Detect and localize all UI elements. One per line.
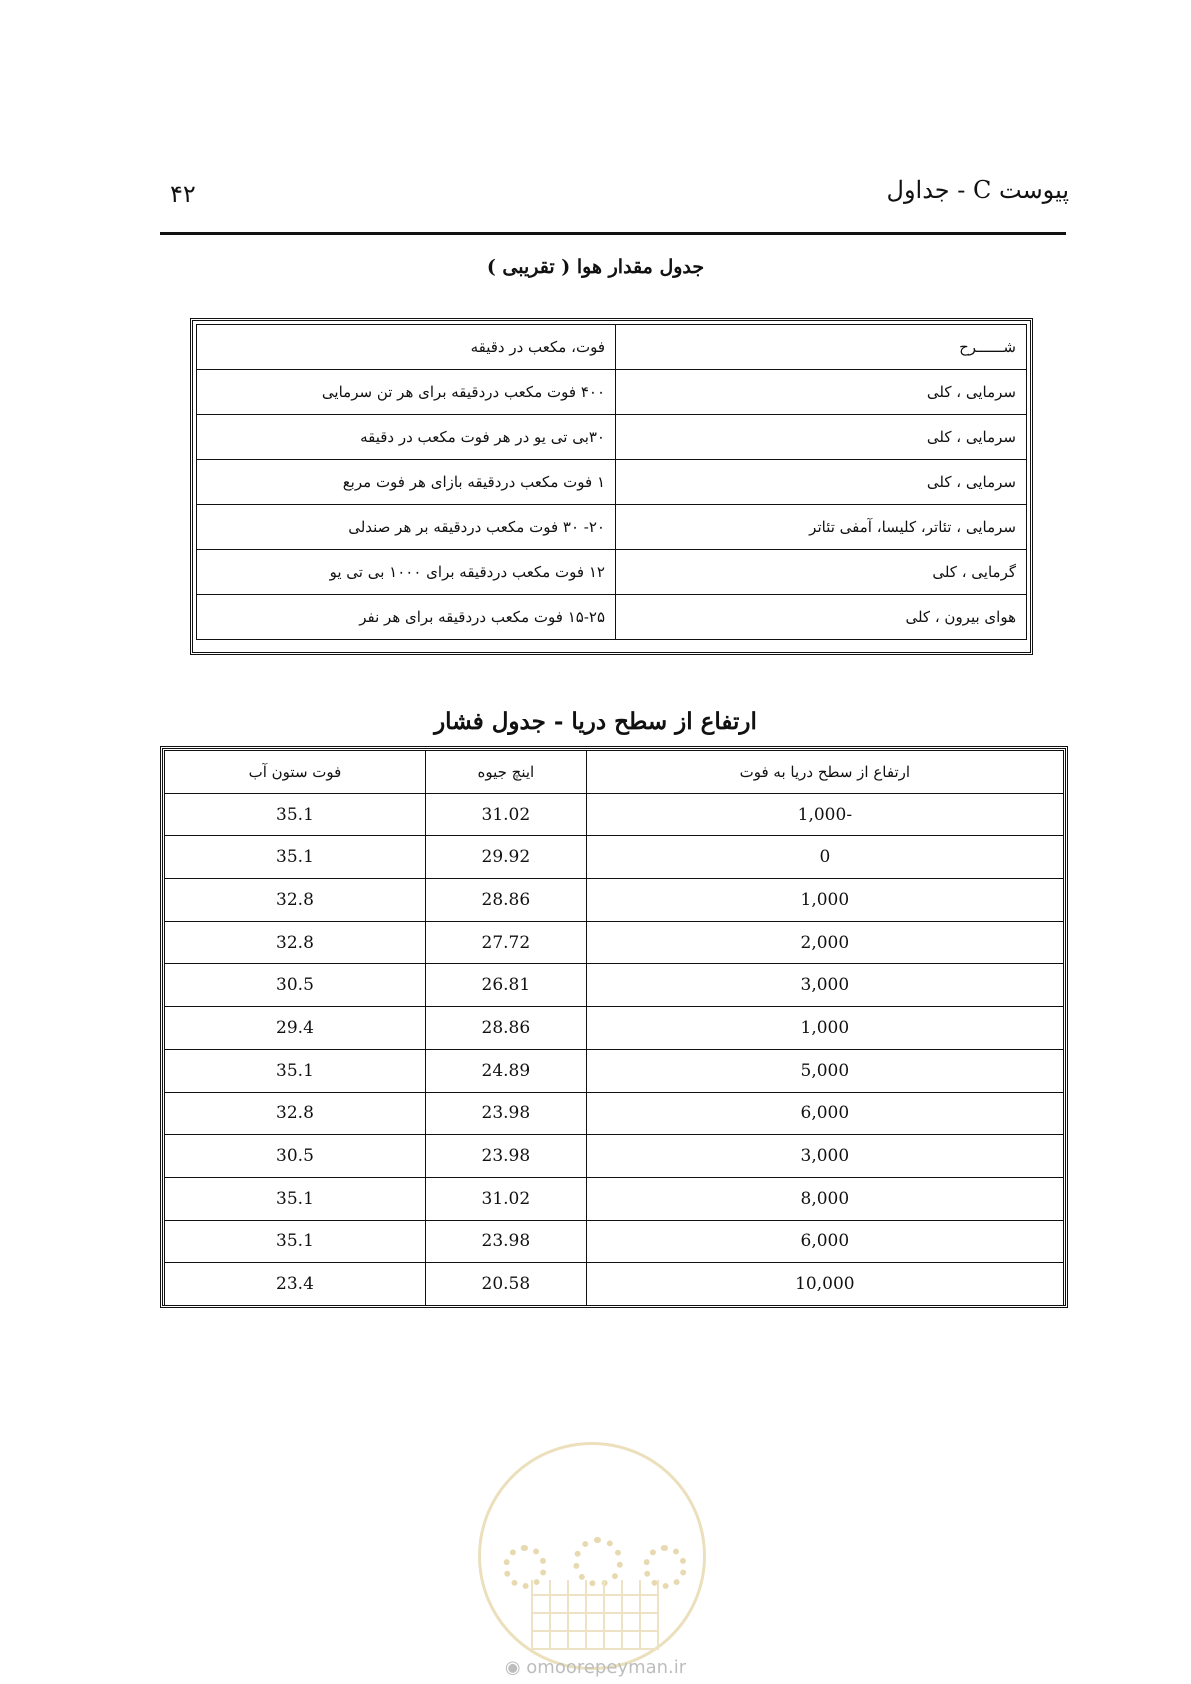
air-table-caption: جدول مقدار هوا ( تقریبی ) <box>486 256 705 278</box>
table-row <box>165 1177 1064 1220</box>
air-table-body <box>197 370 1027 640</box>
feet-water-cell: 30.5 <box>165 964 426 1007</box>
amount-cell: ۲۰- ۳۰ فوت مکعب دردقیقه بر هر صندلی <box>197 505 616 550</box>
altitude-cell: 5,000 <box>586 1049 1063 1092</box>
inches-hg-cell: 31.02 <box>425 1177 586 1220</box>
brick-grid-icon <box>531 1580 659 1650</box>
feet-water-cell: 35.1 <box>165 1049 426 1092</box>
table-row <box>165 964 1064 1007</box>
altitude-cell: 10,000 <box>586 1263 1063 1306</box>
inches-hg-cell: 23.98 <box>425 1220 586 1263</box>
inches-hg-cell: 28.86 <box>425 879 586 922</box>
altitude-pressure-table <box>164 750 1064 1306</box>
feet-water-cell: 35.1 <box>165 793 426 836</box>
feet-water-cell: 32.8 <box>165 921 426 964</box>
inches-hg-cell: 28.86 <box>425 1007 586 1050</box>
altitude-cell: 2,000 <box>586 921 1063 964</box>
feet-water-cell: 29.4 <box>165 1007 426 1050</box>
feet-water-cell: 23.4 <box>165 1263 426 1306</box>
table-row <box>197 370 1027 415</box>
table-row <box>165 793 1064 836</box>
watermark-url-text: omoorepeyman.ir <box>526 1657 687 1678</box>
altitude-cell: 8,000 <box>586 1177 1063 1220</box>
table-row <box>165 1007 1064 1050</box>
amount-cell: ۳۰بی تی یو در هر فوت مکعب در دقیقه <box>197 415 616 460</box>
description-cell: سرمایی ، کلی <box>616 460 1027 505</box>
page-number: ۴۲ <box>170 180 196 208</box>
watermark-url <box>0 1657 1191 1678</box>
description-cell: سرمایی ، کلی <box>616 415 1027 460</box>
table-row <box>165 836 1064 879</box>
table-row <box>165 1135 1064 1178</box>
amount-cell: ۴۰۰ فوت مکعب دردقیقه برای هر تن سرمایی <box>197 370 616 415</box>
page-header-title: پیوست C - جداول <box>886 176 1069 204</box>
amount-cell: ۱۵-۲۵ فوت مکعب دردقیقه برای هر نفر <box>197 595 616 640</box>
watermark-seal <box>478 1442 706 1670</box>
altitude-cell: -1,000 <box>586 793 1063 836</box>
header-divider <box>160 232 1066 235</box>
table-row <box>165 1220 1064 1263</box>
inches-hg-cell: 23.98 <box>425 1092 586 1135</box>
inches-hg-cell: 20.58 <box>425 1263 586 1306</box>
table-row <box>197 415 1027 460</box>
table-row <box>197 505 1027 550</box>
inches-hg-cell: 31.02 <box>425 793 586 836</box>
table-row <box>165 921 1064 964</box>
inches-hg-cell: 27.72 <box>425 921 586 964</box>
feet-water-cell: 30.5 <box>165 1135 426 1178</box>
table-row <box>197 460 1027 505</box>
description-cell: هوای بیرون ، کلی <box>616 595 1027 640</box>
column-header-inches-hg: اینچ جیوه <box>425 751 586 794</box>
altitude-cell: 1,000 <box>586 879 1063 922</box>
table-header-row <box>197 325 1027 370</box>
description-cell: سرمایی ، کلی <box>616 370 1027 415</box>
table-row <box>197 550 1027 595</box>
amount-cell: ۱۲ فوت مکعب دردقیقه برای ۱۰۰۰ بی تی یو <box>197 550 616 595</box>
table-row <box>165 1092 1064 1135</box>
altitude-cell: 6,000 <box>586 1220 1063 1263</box>
amount-cell: ۱ فوت مکعب دردقیقه بازای هر فوت مربع <box>197 460 616 505</box>
altitude-cell: 3,000 <box>586 964 1063 1007</box>
table-row <box>197 595 1027 640</box>
altitude-cell: 0 <box>586 836 1063 879</box>
column-header-altitude: ارتفاع از سطح دریا به فوت <box>586 751 1063 794</box>
table-row <box>165 1049 1064 1092</box>
altitude-table-caption: ارتفاع از سطح دریا - جدول فشار <box>434 708 757 735</box>
description-cell: گرمایی ، کلی <box>616 550 1027 595</box>
feet-water-cell: 35.1 <box>165 1220 426 1263</box>
altitude-table-body <box>165 793 1064 1305</box>
column-header-description: شــــــرح <box>616 325 1027 370</box>
inches-hg-cell: 26.81 <box>425 964 586 1007</box>
column-header-feet-water: فوت ستون آب <box>165 751 426 794</box>
altitude-cell: 1,000 <box>586 1007 1063 1050</box>
air-quantity-table <box>196 324 1027 640</box>
inches-hg-cell: 23.98 <box>425 1135 586 1178</box>
feet-water-cell: 32.8 <box>165 1092 426 1135</box>
table-row <box>165 879 1064 922</box>
inches-hg-cell: 29.92 <box>425 836 586 879</box>
feet-water-cell: 35.1 <box>165 1177 426 1220</box>
inches-hg-cell: 24.89 <box>425 1049 586 1092</box>
altitude-cell: 6,000 <box>586 1092 1063 1135</box>
table-header-row <box>165 751 1064 794</box>
globe-icon: ◉ <box>504 1657 521 1678</box>
description-cell: سرمایی ، تئاتر، کلیسا، آمفی تئاتر <box>616 505 1027 550</box>
column-header-amount: فوت، مکعب در دقیقه <box>197 325 616 370</box>
table-row <box>165 1263 1064 1306</box>
feet-water-cell: 35.1 <box>165 836 426 879</box>
altitude-cell: 3,000 <box>586 1135 1063 1178</box>
feet-water-cell: 32.8 <box>165 879 426 922</box>
